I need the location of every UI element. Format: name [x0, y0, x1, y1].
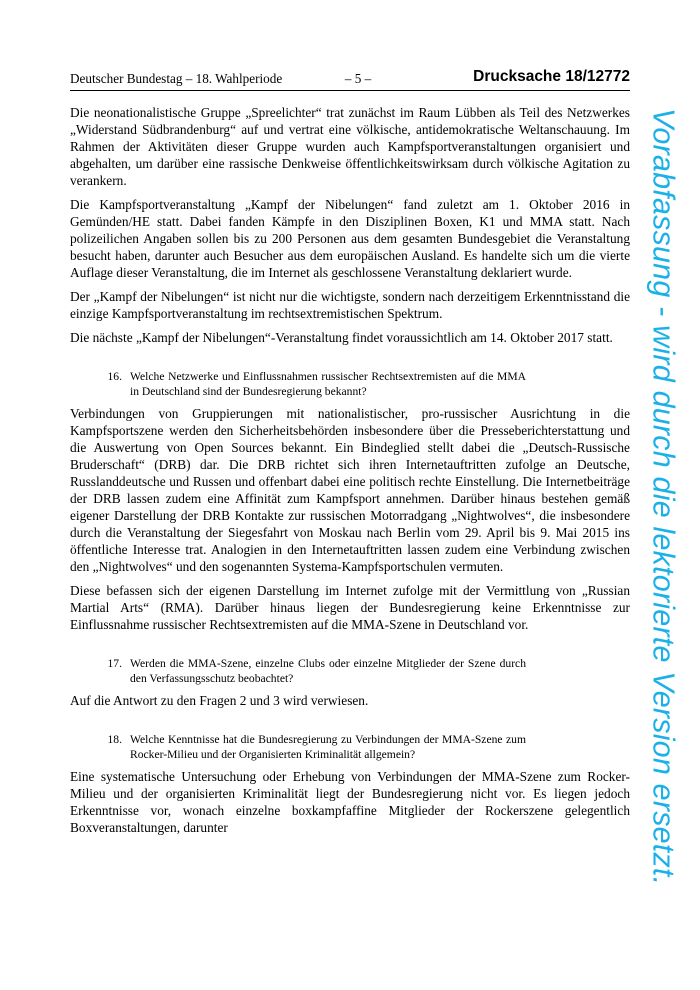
page-header: [70, 68, 630, 91]
paragraph: Die neonationalistische Gruppe „Spreelichter“ trat zunächst im Raum Lübben als Teil des Netzwerkes „Widerstand Südbrandenburg“ auf und vertrat eine völkische, antidemokratische Weltanschauung. Im Rahmen der Aktivitäten dieser Gruppe wurden auch Kampfsportveranstaltungen organisiert und abgehalten, um darüber eine rassische Denkweise öffentlichkeitswirksam durch völkische Agitation zu verankern.: [70, 105, 630, 188]
document-number: [473, 68, 630, 86]
parliament-period: Deutscher Bundestag – 18. Wahlperiode: [70, 71, 283, 86]
answer-paragraph: Auf die Antwort zu den Fragen 2 und 3 wird verwiesen.: [70, 693, 369, 708]
draft-watermark: [643, 108, 683, 888]
question-text: Welche Netzwerke und Einflussnahmen russischer Rechtsextremisten auf die MMA in Deutschland sind der Bundesregierung bekannt?: [130, 370, 526, 398]
answer-paragraph: Eine systematische Untersuchung oder Erhebung von Verbindungen der MMA-Szene zum Rocker-Milieu und der organisierten Kriminalität liegt der Bundesregierung nicht vor. Es liegen jedoch Erkenntnisse vor, wonach einzelne boxkampfaffine Mitglieder der Rockerszene gelegentlich Boxveranstaltungen, darunter: [70, 769, 630, 835]
question-17: [70, 657, 630, 686]
question-number: 18.: [107, 733, 122, 746]
question-18: [70, 733, 630, 762]
question-16: [70, 370, 630, 399]
question-text: Welche Kenntnisse hat die Bundesregierung zu Verbindungen der MMA-Szene zum Rocker-Milieu und der Organisierten Kriminalität allgemein?: [130, 733, 526, 761]
paragraph: Die Kampfsportveranstaltung „Kampf der Nibelungen“ fand zuletzt am 1. Oktober 2016 in Gemünden/HE statt. Dabei fanden Kämpfe in den Disziplinen Boxen, K1 und MMA statt. Nach polizeilichen Angaben sollen bis zu 200 Personen aus dem gesamten Bundesgebiet die Veranstaltung besucht haben, darunter auch Besucher aus dem europäischen Ausland. Es handelte sich um die vierte Auflage dieser Veranstaltung, die im Internet als geschlossene Veranstaltung deklariert wurde.: [70, 197, 630, 280]
document-body: [70, 104, 630, 843]
paragraph: Die nächste „Kampf der Nibelungen“-Veranstaltung findet voraussichtlich am 14. Oktober 2017 statt.: [70, 330, 613, 345]
doc-label: Drucksache 18/: [473, 68, 587, 85]
question-text: Werden die MMA-Szene, einzelne Clubs oder einzelne Mitglieder der Szene durch den Verfassungsschutz beobachtet?: [130, 657, 526, 685]
answer-paragraph: Verbindungen von Gruppierungen mit nationalistischer, pro-russischer Ausrichtung in die Kampfsportszene werden den Sicherheitsbehörden insbesondere über die Presseberichterstattung und die Auswertung von Open Sources bekannt. Ein Bindeglied stellt dabei die „Deutsch-Russische Bruderschaft“ (DRB) dar. Die DRB richtet sich ihren Internetauftritten zufolge an Deutsche, Russlanddeutsche und Russen und offenbart dabei eine politisch rechte Einstellung. Die Internetbeiträge der DRB lassen zudem eine Affinität zum Kampfsport annehmen. Darüber hinaus bestehen gemäß eigener Darstellung der DRB Kontakte zur russischen Motorradgang „Nightwolves“, die insbesondere durch die Veranstaltung der Siegesfahrt von Moskau nach Berlin vom 29. April bis 9. Mai 2015 ins öffentliche Interesse trat. Analogien in den Internetauftritten lassen zudem eine Verbindung zwischen den „Nightwolves“ und den sogenannten Systema-Kampfsportschulen vermuten.: [70, 406, 630, 574]
doc-number: 12772: [586, 68, 630, 85]
paragraph: Der „Kampf der Nibelungen“ ist nicht nur die wichtigste, sondern nach derzeitigem Erkenntnisstand die einzige Kampfsportveranstaltung im rechtsextremistischen Spektrum.: [70, 289, 630, 321]
watermark-text: Vorabfassung - wird durch die lektorierte Version ersetzt.: [646, 108, 681, 886]
page-number: – 5 –: [344, 71, 372, 86]
question-number: 17.: [107, 657, 122, 670]
answer-paragraph: Diese befassen sich der eigenen Darstellung im Internet zufolge mit der Vermittlung von „Russian Martial Arts“ (RMA). Darüber hinaus liegen der Bundesregierung keine Erkenntnisse zur Einflussnahme russischer Rechtsextremisten auf die MMA-Szene in Deutschland vor.: [70, 583, 630, 632]
question-number: 16.: [107, 370, 122, 383]
